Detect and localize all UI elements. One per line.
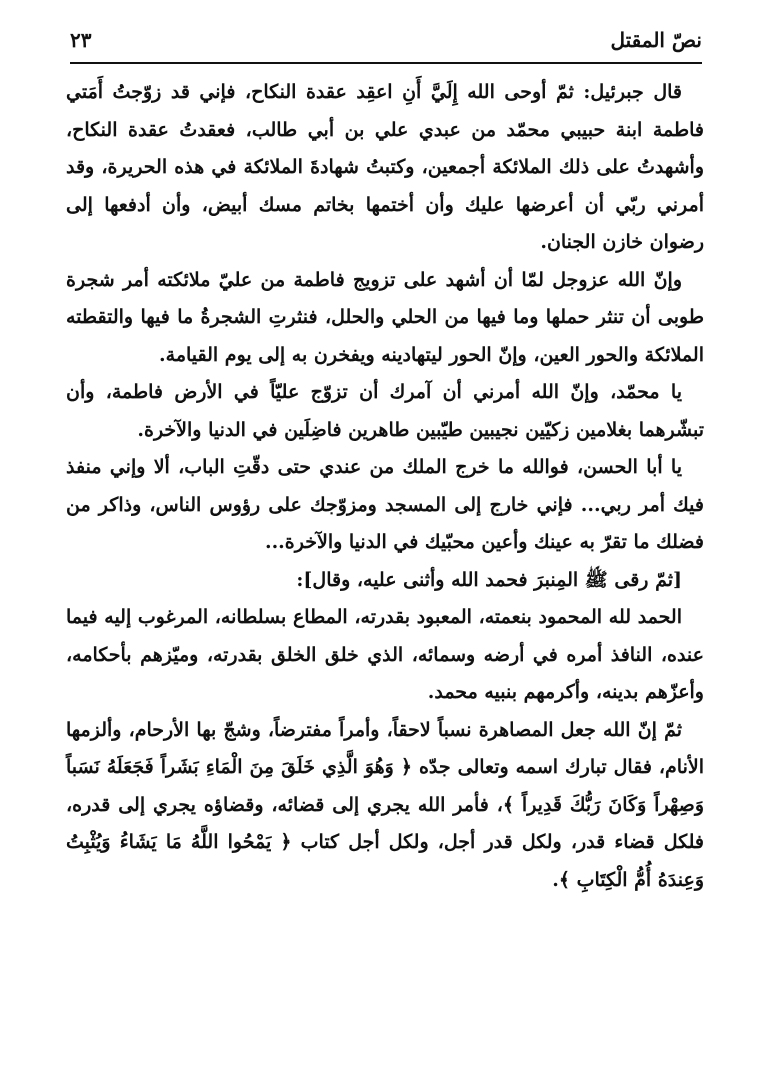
paragraph-musahara: ثمّ إنّ الله جعل المصاهرة نسباً لاحقاً، وأمراً مفترضاً، وشجّ بها الأرحام، وألزمها الأنام، فقال تبارك اسمه وتعالى جدّه ﴿ وَهُوَ الَّذِي خَلَقَ مِنَ الْمَاءِ بَشَراً فَجَعَلَهُ نَسَباً وَصِهْراً وَكَانَ رَبُّكَ قَدِيراً ﴾، فأمر الله يجري إلى قضائه، وقضاؤه يجري إلى قدره، فلكل قضاء قدر، ولكل قدر أجل، ولكل أجل كتاب ﴿ يَمْحُوا اللَّهُ مَا يَشَاءُ وَيُثْبِتُ وَعِندَهُ أُمُّ الْكِتَابِ ﴾. (66, 718, 704, 891)
page-number: ٢٣ (70, 28, 92, 52)
paragraph-gabriel-speech: قال جبرئيل: ثمّ أوحى الله إِلَيَّ أَنِ اعقِد عقدة النكاح، فإني قد زوّجتُ أَمَتي فاطمة ابنة حبيبي محمّد من عبدي علي بن أبي طالب، فعقدتُ عقدة النكاح، وأشهدتُ على ذلك الملائكة أجمعين، وكتبتُ شهادةَ الملائكة في هذه الحريرة، وقد أمرني ربّي أن أعرضها عليك وأن أختمها بخاتم مسك أبيض، وأن أدفعها إلى رضوان خازن الجنان. (66, 81, 704, 253)
paragraph-tuba-tree: وإنّ الله عزوجل لمّا أن أشهد على تزويج فاطمة من عليّ ملائكته أمر شجرة طوبى أن تنثر حملها وما فيها من الحلي والحلل، فنثرتِ الشجرةُ ما فيها والتقطته الملائكة والحور العين، وإنّ الحور ليتهادينه ويفخرن به إلى يوم القيامة. (66, 268, 704, 366)
running-title: نصّ المقتل (610, 28, 702, 52)
paragraph-sermon-praise: الحمد لله المحمود بنعمته، المعبود بقدرته، المطاع بسلطانه، المرغوب إليه فيما عنده، النافذ أمره في أرضه وسمائه، الذي خلق الخلق بقدرته، وميّزهم بأحكامه، وأعزّهم بدينه، وأكرمهم بنبيه محمد. (66, 606, 704, 703)
header-rule (70, 62, 702, 64)
paragraph-ya-abal-hasan: يا أبا الحسن، فوالله ما خرج الملك من عندي حتى دقّتِ الباب، ألا وإني منفذ فيك أمر ربي... فإني خارج إلى المسجد ومزوّجك على رؤوس الناس، وذاكر من فضلك ما تقرّ به عينك وأعين محبّيك في الدنيا والآخرة... (66, 456, 704, 553)
paragraph-minbar-note: [ثمّ رقى ﷺ المِنبرَ فحمد الله وأثنى عليه، وقال]: (296, 568, 682, 591)
body-text (66, 74, 704, 899)
page-header (70, 26, 702, 60)
paragraph-ya-muhammad: يا محمّد، وإنّ الله أمرني أن آمرك أن تزوّج عليّاً في الأرض فاطمة، وأن تبشّرهما بغلامين زكيّين نجيبين طيّبين طاهرين فاضِلَين في الدنيا والآخرة. (66, 381, 704, 441)
